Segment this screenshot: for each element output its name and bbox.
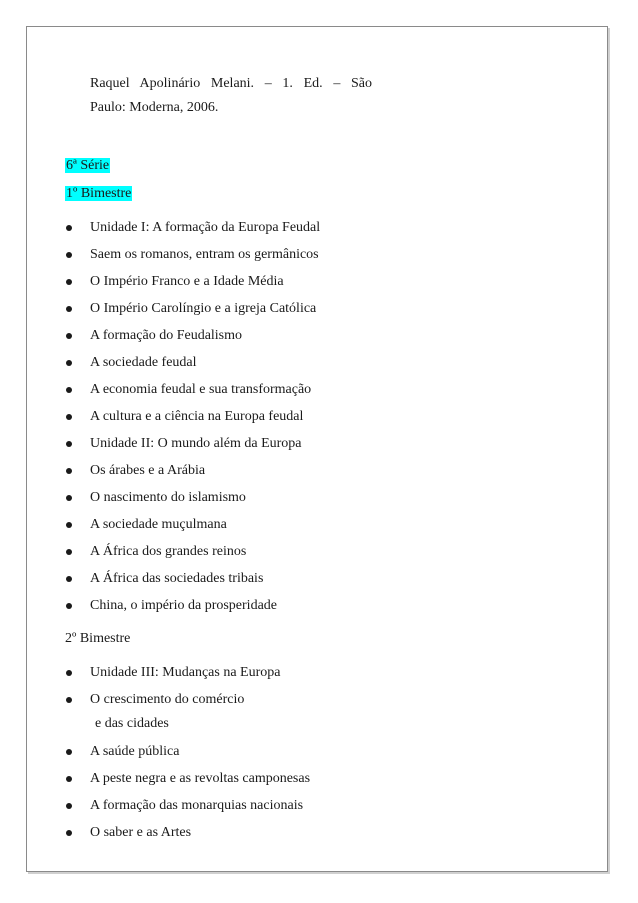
list-item-text: A sociedade muçulmana bbox=[90, 517, 227, 532]
bullet-icon bbox=[66, 279, 72, 285]
list-item-text: A saúde pública bbox=[90, 744, 180, 759]
bullet-icon bbox=[66, 387, 72, 393]
list-item-text: O Império Carolíngio e a igreja Católica bbox=[90, 301, 317, 316]
list-item-text: Os árabes e a Arábia bbox=[90, 463, 206, 478]
list-item-text: A formação do Feudalismo bbox=[90, 328, 243, 343]
bullet-icon bbox=[66, 697, 72, 703]
bullet-icon bbox=[66, 441, 72, 447]
bimestre1-heading bbox=[65, 186, 132, 202]
bimestre1-heading-text: 1º Bimestre bbox=[66, 186, 132, 201]
list-item-text: A África das sociedades tribais bbox=[90, 571, 264, 586]
bullet-icon bbox=[66, 830, 72, 836]
bullet-icon bbox=[66, 495, 72, 501]
bullet-icon bbox=[66, 468, 72, 474]
list-item-text: Unidade I: A formação da Europa Feudal bbox=[90, 220, 321, 235]
bullet-icon bbox=[66, 749, 72, 755]
list-item-text: A sociedade feudal bbox=[90, 355, 197, 370]
bimestre2-heading: 2º Bimestre bbox=[65, 631, 131, 646]
bullet-icon bbox=[66, 414, 72, 420]
list-item-text: O nascimento do islamismo bbox=[90, 490, 246, 505]
list-item-text: Unidade II: O mundo além da Europa bbox=[90, 436, 302, 451]
bullet-icon bbox=[66, 306, 72, 312]
bullet-icon bbox=[66, 252, 72, 258]
bullet-icon bbox=[66, 225, 72, 231]
list-item-text: A economia feudal e sua transformação bbox=[90, 382, 312, 397]
reference-line-1: Raquel Apolinário Melani. – 1. Ed. – São bbox=[90, 76, 372, 91]
reference-line-2: Paulo: Moderna, 2006. bbox=[90, 100, 219, 115]
list-item-text: Saem os romanos, entram os germânicos bbox=[90, 247, 319, 262]
list-item-text: A África dos grandes reinos bbox=[90, 544, 247, 559]
list-item-text: A formação das monarquias nacionais bbox=[90, 798, 304, 813]
list-item-text: O crescimento do comércio bbox=[90, 692, 245, 707]
bullet-icon bbox=[66, 522, 72, 528]
serie-heading-text: 6ª Série bbox=[66, 158, 110, 173]
serie-heading bbox=[65, 158, 110, 174]
list-item-text: A cultura e a ciência na Europa feudal bbox=[90, 409, 304, 424]
bullet-icon bbox=[66, 576, 72, 582]
bullet-icon bbox=[66, 333, 72, 339]
list-item-text: Unidade III: Mudanças na Europa bbox=[90, 665, 281, 680]
bullet-icon bbox=[66, 670, 72, 676]
list-item-text: O saber e as Artes bbox=[90, 825, 192, 840]
bullet-icon bbox=[66, 803, 72, 809]
list-item-text: China, o império da prosperidade bbox=[90, 598, 278, 613]
bullet-icon bbox=[66, 603, 72, 609]
bullet-icon bbox=[66, 549, 72, 555]
list-item-text: A peste negra e as revoltas camponesas bbox=[90, 771, 311, 786]
list-item-text: O Império Franco e a Idade Média bbox=[90, 274, 284, 289]
bullet-icon bbox=[66, 776, 72, 782]
bullet-icon bbox=[66, 360, 72, 366]
list-item-continuation: e das cidades bbox=[95, 716, 169, 731]
